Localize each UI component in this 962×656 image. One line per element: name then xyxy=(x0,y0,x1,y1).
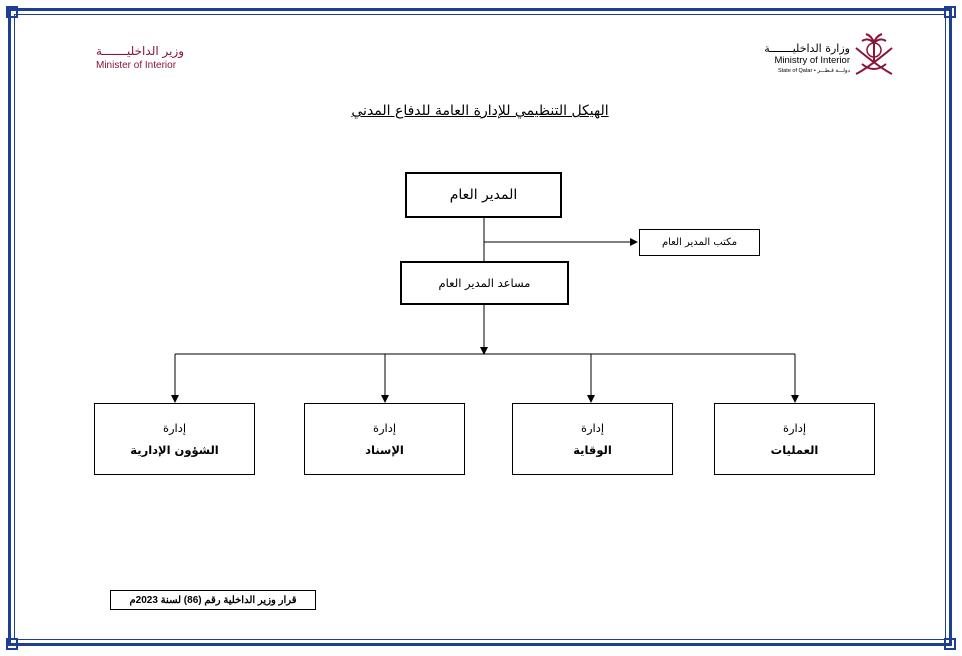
ministry-logo-english: Ministry of Interior xyxy=(774,55,850,66)
page-title-text: الهيكل التنظيمي للإدارة العامة للدفاع المدني xyxy=(351,103,609,119)
assistant-director-box xyxy=(400,261,569,305)
ministry-logo-arabic: وزارة الداخليـــــــة xyxy=(764,42,850,55)
minister-logo-english: Minister of Interior xyxy=(96,60,177,71)
department-prefix: إدارة xyxy=(162,421,187,435)
assistant-director-label: مساعد المدير العام xyxy=(438,276,531,290)
department-box-operations xyxy=(714,403,875,475)
general-director-box xyxy=(405,172,562,218)
director-office-box xyxy=(639,229,760,256)
department-name: العمليات xyxy=(770,443,819,457)
department-name: الوقاية xyxy=(573,443,612,457)
decision-reference-text: قرار وزير الداخلية رقم (86) لسنة 2023م xyxy=(129,594,297,606)
minister-logo-arabic: وزير الداخليـــــــة xyxy=(96,44,185,58)
director-office-label: مكتب المدير العام xyxy=(661,237,738,248)
department-box-prevention xyxy=(512,403,673,475)
department-box-admin-affairs xyxy=(94,403,255,475)
department-name: الشؤون الإدارية xyxy=(130,443,219,457)
department-prefix: إدارة xyxy=(782,421,807,435)
department-box-support xyxy=(304,403,465,475)
department-name: الإسناد xyxy=(365,443,404,457)
decision-reference-box xyxy=(110,590,316,610)
department-prefix: إدارة xyxy=(372,421,397,435)
ministry-logo-state: State of Qatar • دولـــة قـطـــر xyxy=(778,68,850,74)
department-prefix: إدارة xyxy=(580,421,605,435)
general-director-label: المدير العام xyxy=(449,187,518,203)
